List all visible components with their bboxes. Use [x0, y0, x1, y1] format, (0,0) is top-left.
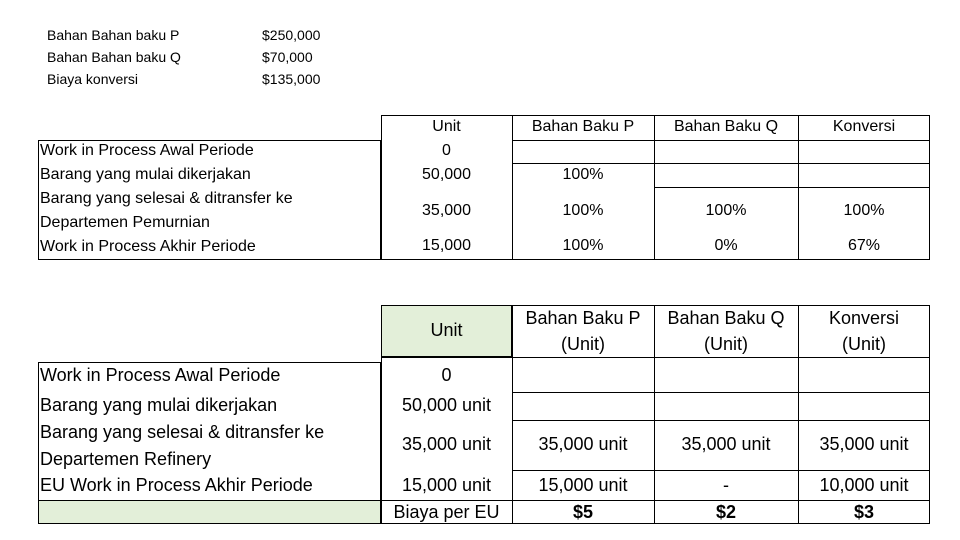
table2-label-completed-dept: Departemen Refinery	[40, 449, 212, 469]
table2-label-wip-begin: Work in Process Awal Periode	[40, 365, 281, 385]
table2-header-conversion: Konversi	[828, 308, 900, 328]
table2-cell: 15,000 unit	[538, 475, 628, 495]
table2-cell: 15,000 unit	[401, 475, 492, 495]
table1-cell: 67%	[847, 237, 881, 254]
table1-cell: 50,000	[422, 166, 471, 183]
table2-cell: 0	[441, 365, 452, 385]
table2-label-started: Barang yang mulai dikerjakan	[40, 395, 278, 415]
table2-cell: -	[723, 475, 729, 495]
table2-header-unit: Unit	[430, 320, 463, 340]
table1-header-unit: Unit	[432, 118, 461, 135]
table1-cell: 15,000	[422, 237, 471, 254]
cost-label-material-q: Bahan Bahan baku Q	[47, 49, 181, 65]
table2-header-material-q: Bahan Baku Q	[667, 308, 785, 328]
table1-header-material-p: Bahan Baku P	[531, 118, 635, 135]
table1-cell: 100%	[562, 202, 604, 219]
table1-header-conversion: Konversi	[832, 118, 896, 135]
table2-footer-label: Biaya per EU	[393, 502, 500, 522]
table2-footer-cost-q: $2	[715, 502, 737, 522]
table1-cell: 0	[442, 142, 451, 159]
table1-label-started: Barang yang mulai dikerjakan	[40, 166, 251, 183]
table2-footer-cost-p: $5	[572, 502, 594, 522]
cost-value-conversion: $135,000	[262, 71, 321, 87]
table1-label-wip-begin: Work in Process Awal Periode	[40, 142, 254, 159]
table2-header-material-q-unit: (Unit)	[704, 334, 748, 354]
table1-header-material-q: Bahan Baku Q	[673, 118, 779, 135]
table2-header-material-p: Bahan Baku P	[525, 308, 641, 328]
table2-cell: 10,000 unit	[819, 475, 909, 495]
cost-label-conversion: Biaya konversi	[47, 71, 139, 87]
cost-value-material-q: $70,000	[262, 49, 313, 65]
table2-cell: 35,000 unit	[681, 434, 771, 454]
table2-label-eu-wip-end: EU Work in Process Akhir Periode	[40, 475, 313, 495]
table2-header-material-p-unit: (Unit)	[561, 334, 605, 354]
table2-cell: 35,000 unit	[401, 434, 492, 454]
table2-header-conversion-unit: (Unit)	[842, 334, 886, 354]
table1-cell: 0%	[714, 237, 738, 254]
table1-cell: 100%	[562, 166, 604, 183]
table1-cell: 35,000	[422, 202, 471, 219]
table1-cell: 100%	[705, 202, 747, 219]
table1-label-wip-end: Work in Process Akhir Periode	[40, 238, 256, 255]
cost-value-material-p: $250,000	[262, 27, 321, 43]
table2-cell: 50,000 unit	[401, 395, 492, 415]
table1-cell: 100%	[562, 237, 604, 254]
table2-footer-cost-conversion: $3	[853, 502, 875, 522]
table1-cell: 100%	[843, 202, 885, 219]
table2-cell: 35,000 unit	[538, 434, 628, 454]
table1-label-completed-dept: Departemen Pemurnian	[40, 214, 210, 231]
table2-label-box	[38, 362, 381, 524]
table2-label-completed: Barang yang selesai & ditransfer ke	[40, 422, 325, 442]
cost-label-material-p: Bahan Bahan baku P	[47, 27, 180, 43]
table2-cell: 35,000 unit	[819, 434, 909, 454]
table1-label-completed: Barang yang selesai & ditransfer ke	[40, 190, 293, 207]
